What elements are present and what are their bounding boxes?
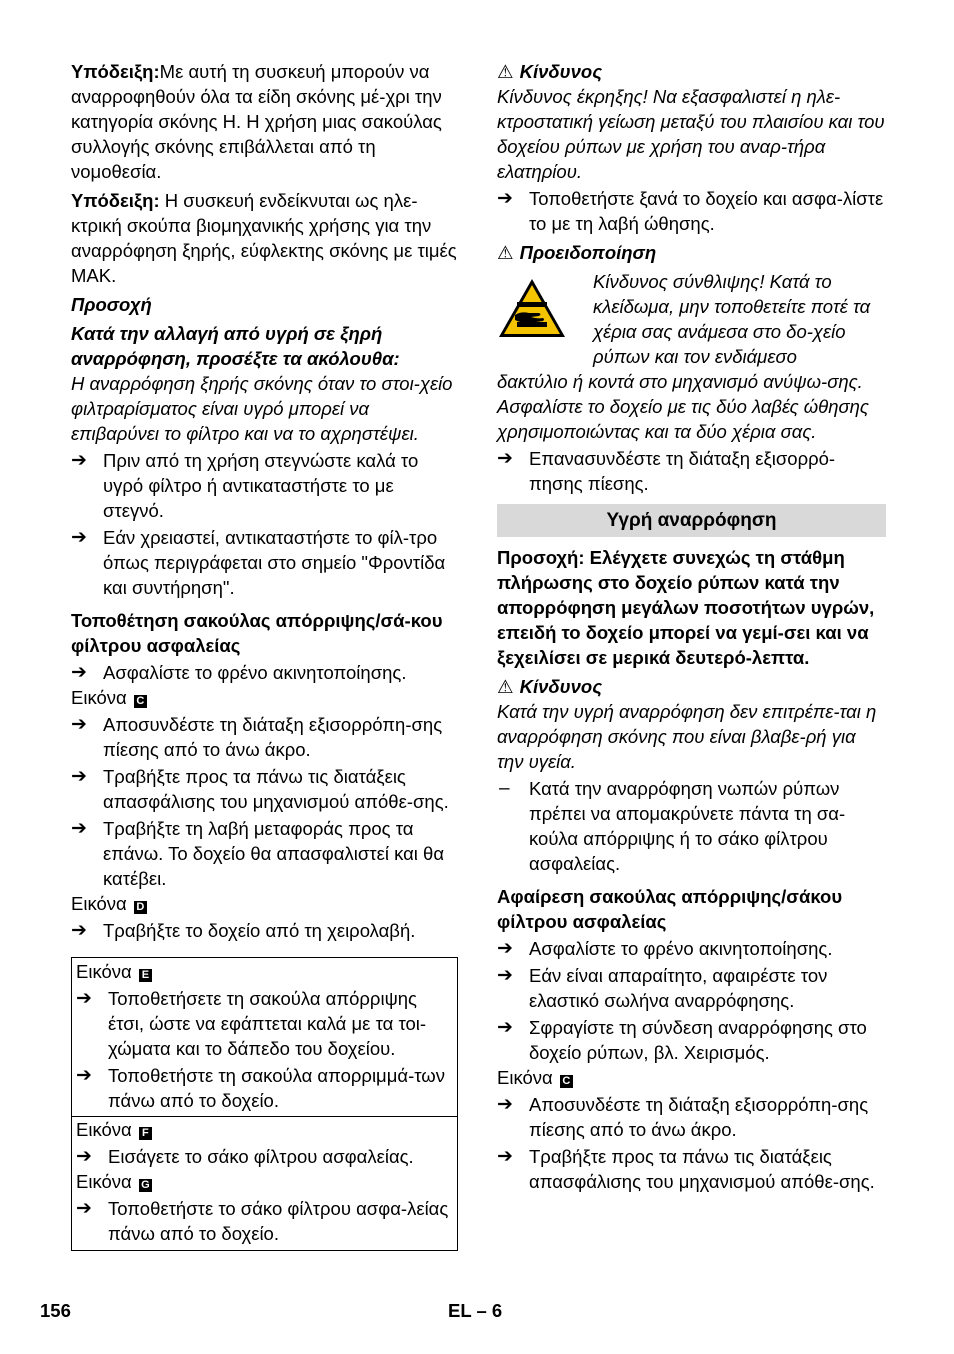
list-item: ➔ Τραβήξτε προς τα πάνω τις διατάξεις απασφάλισης του μηχανισμού απόθε-σης. xyxy=(71,766,449,812)
danger-heading: ⚠ Κίνδυνος xyxy=(497,61,603,82)
crush-warning xyxy=(497,269,886,369)
hand-crush-hazard-icon xyxy=(497,269,593,369)
caution-bold-text: Κατά την αλλαγή από υγρή σε ξηρή αναρρόφηση, προσέξτε τα ακόλουθα: xyxy=(71,323,400,369)
arrow-icon: ➔ xyxy=(71,527,87,548)
arrow-icon: ➔ xyxy=(71,920,87,941)
arrow-icon: ➔ xyxy=(76,1198,92,1219)
caution-title: Προσοχή xyxy=(71,294,152,315)
figure-badge-f: F xyxy=(139,1127,152,1140)
list-item: ➔ Τραβήξτε το δοχείο από τη χειρολαβή. xyxy=(71,920,416,941)
note-1: Υπόδειξη:Με αυτή τη συσκευή μπορούν να αναρροφηθούν όλα τα είδη σκόνης μέ-χρι την κατηγορία σκόνης H. Η χρήση μιας σακούλας συλλογής σκόνης επιβάλλεται από τη νομοθεσία. xyxy=(71,61,442,182)
right-column xyxy=(497,59,886,1194)
list-item: ➔ Τραβήξτε προς τα πάνω τις διατάξεις απασφάλισης του μηχανισμού απόθε-σης. xyxy=(497,1146,875,1192)
figure-badge-c: C xyxy=(560,1075,573,1088)
figure-ref-e: Εικόνα E xyxy=(76,959,453,984)
warning-triangle-icon: ⚠ xyxy=(497,676,514,697)
arrow-icon: ➔ xyxy=(497,938,513,959)
left-column xyxy=(71,59,458,1251)
figure-badge-g: G xyxy=(139,1179,152,1192)
list-item: ➔ Επανασυνδέστε τη διάταξη εξισορρό-πησης πίεσης. xyxy=(497,448,836,494)
arrow-icon: ➔ xyxy=(497,448,513,469)
figure-badge-e: E xyxy=(139,969,152,982)
list-item: ➔ Τραβήξτε τη λαβή μεταφοράς προς τα επάνω. Το δοχείο θα απασφαλιστεί και θα κατέβει. xyxy=(71,818,445,889)
list-item: ➔ Εισάγετε το σάκο φίλτρου ασφαλείας. xyxy=(76,1146,414,1167)
arrow-icon: ➔ xyxy=(71,714,87,735)
figure-badge-d: D xyxy=(134,901,147,914)
section-heading-wet-suction: Υγρή αναρρόφηση xyxy=(497,504,886,537)
warning-text-beside: Κίνδυνος σύνθλιψης! Κατά το κλείδωμα, μην τοποθετείτε ποτέ τα χέρια σας ανάμεσα στο δο-χείο ρύπων και τον ενδιάμεσο xyxy=(593,271,871,367)
arrow-icon: ➔ xyxy=(71,766,87,787)
list-item: ➔ Πριν από τη χρήση στεγνώστε καλά το υγρό φίλτρο ή αντικαταστήστε το με στεγνό. xyxy=(71,450,419,521)
warning-text-below: δακτύλιο ή κοντά στο μηχανισμό ανύψω-σης. Ασφαλίστε το δοχείο με τις δύο λαβές ώθησης χρησιμοποιώντας και τα δύο χέρια σας. xyxy=(497,371,869,442)
arrow-icon: ➔ xyxy=(497,965,513,986)
list-item: ➔ Ασφαλίστε το φρένο ακινητοποίησης. xyxy=(71,662,407,683)
arrow-icon: ➔ xyxy=(497,1094,513,1115)
figure-box-section xyxy=(72,1116,457,1246)
figure-box xyxy=(71,957,458,1251)
danger-text: Κίνδυνος έκρηξης! Να εξασφαλιστεί η ηλε-κτροστατική γείωση μεταξύ του πλαισίου και του δοχείου ρύπων με χρήση του αναρ-τήρα ελατηρίου. xyxy=(497,86,885,182)
page-number: 156 xyxy=(40,1300,71,1321)
section-title-remove: Αφαίρεση σακούλας απόρριψης/σάκου φίλτρου ασφαλείας xyxy=(497,886,843,932)
figure-ref-c-right: Εικόνα C xyxy=(497,1065,886,1090)
list-item: ➔ Τοποθετήστε το σάκο φίλτρου ασφα-λείας πάνω από το δοχείο. xyxy=(76,1198,449,1244)
arrow-icon: ➔ xyxy=(497,188,513,209)
note-2: Υπόδειξη: Η συσκευή ενδείκνυται ως ηλε-κτρική σκούπα βιομηχανικής χρήσης για την αναρρόφηση ξηρής, εύφλεκτης σκόνης με τιμές MAK. xyxy=(71,190,457,286)
arrow-icon: ➔ xyxy=(71,818,87,839)
figure-ref-c: Εικόνα C xyxy=(71,685,458,710)
figure-ref-d: Εικόνα D xyxy=(71,891,458,916)
list-item: ➔ Εάν χρειαστεί, αντικαταστήστε το φίλ-τρο όπως περιγράφεται στο σημείο "Φροντίδα και συντήρηση". xyxy=(71,527,446,598)
list-item: – Κατά την αναρρόφηση νωπών ρύπων πρέπει να απομακρύνετε πάντα τη σα-κούλα απόρριψης ή το σάκο φίλτρου ασφαλείας. xyxy=(499,778,846,874)
arrow-icon: ➔ xyxy=(76,1146,92,1167)
language-page-code: EL – 6 xyxy=(448,1300,503,1321)
list-item: ➔ Ασφαλίστε το φρένο ακινητοποίησης. xyxy=(497,938,833,959)
arrow-icon: ➔ xyxy=(76,988,92,1009)
arrow-icon: ➔ xyxy=(71,662,87,683)
arrow-icon: ➔ xyxy=(497,1146,513,1167)
list-item: ➔ Τοποθετήσετε τη σακούλα απόρριψης έτσι, ώστε να εφάπτεται καλά με τα τοι-χώματα και το δάπεδο του δοχείου. xyxy=(76,988,427,1059)
list-item: ➔ Σφραγίστε τη σύνδεση αναρρόφησης στο δοχείο ρύπων, βλ. Χειρισμός. xyxy=(497,1017,867,1063)
wet-caution: Προσοχή: Ελέγχετε συνεχώς τη στάθμη πλήρωσης στο δοχείο ρύπων κατά την απορρόφηση μεγάλων ποσοτήτων υγρών, επειδή το δοχείο μπορεί να γεμί-σει και να ξεχειλίσει σε μερικά δευτερό-λεπτα. xyxy=(497,547,875,668)
figure-ref-f: Εικόνα F xyxy=(76,1117,453,1142)
arrow-icon: ➔ xyxy=(71,450,87,471)
caution-text: Η αναρρόφηση ξηρής σκόνης όταν το στοι-χείο φιλτραρίσματος είναι υγρό μπορεί να επιβαρύνει το φίλτρο και να το αχρηστέψει. xyxy=(71,373,453,444)
arrow-icon: ➔ xyxy=(497,1017,513,1038)
figure-badge-c: C xyxy=(134,695,147,708)
hand-crush-hazard-svg xyxy=(497,277,567,339)
danger-heading-2: ⚠ Κίνδυνος xyxy=(497,676,603,697)
list-item: ➔ Τοποθετήστε ξανά το δοχείο και ασφα-λίστε το με τη λαβή ώθησης. xyxy=(497,188,884,234)
list-item: ➔ Αποσυνδέστε τη διάταξη εξισορρόπη-σης πίεσης από το άνω άκρο. xyxy=(71,714,443,760)
danger-text-2: Κατά την υγρή αναρρόφηση δεν επιτρέπε-ται η αναρρόφηση σκόνης που είναι βλαβε-ρή για την υγεία. xyxy=(497,701,877,772)
section-title-install: Τοποθέτηση σακούλας απόρριψης/σά-κου φίλτρου ασφαλείας xyxy=(71,610,443,656)
warning-triangle-icon: ⚠ xyxy=(497,61,514,82)
warning-heading: ⚠ Προειδοποίηση xyxy=(497,242,657,263)
arrow-icon: ➔ xyxy=(76,1065,92,1086)
warning-triangle-icon: ⚠ xyxy=(497,242,514,263)
figure-ref-g: Εικόνα G xyxy=(76,1169,453,1194)
list-item: ➔ Αποσυνδέστε τη διάταξη εξισορρόπη-σης πίεσης από το άνω άκρο. xyxy=(497,1094,869,1140)
list-item: ➔ Εάν είναι απαραίτητο, αφαιρέστε τον ελαστικό σωλήνα αναρρόφησης. xyxy=(497,965,828,1011)
list-item: ➔ Τοποθετήστε τη σακούλα απορριμμά-των πάνω από το δοχείο. xyxy=(76,1065,445,1111)
dash-bullet: – xyxy=(499,778,510,799)
